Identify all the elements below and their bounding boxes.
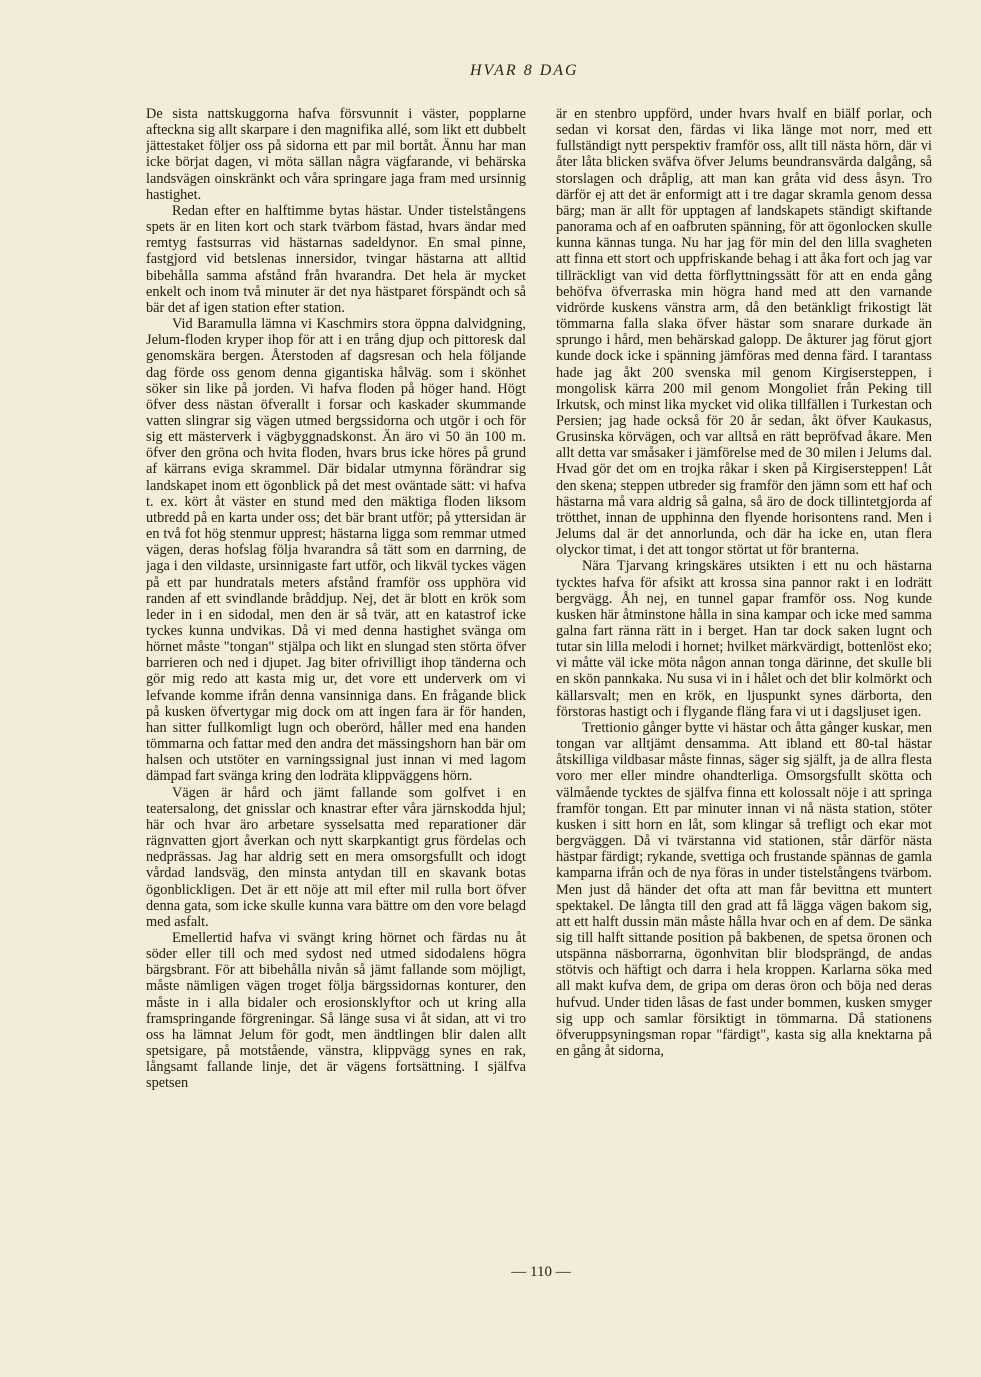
left-column <box>146 106 526 1251</box>
running-title: HVAR 8 DAG <box>470 62 579 79</box>
paragraph: Emellertid hafva vi svängt kring hörnet och färdas nu åt söder eller till och med sydost ned utmed sidodalens högra bärgsbrant. För att bibehålla nivån så jämt fallande som möjligt, måste nämligen vägen troget följa bärgssidornas konturer, den måste in i alla bidaler och erosionsklyftor och ut kring alla framspringande förgreningar. Så länge susa vi åt sidan, att vi tro oss ha lämnat Jelum för godt, men ändtlingen blir dalen allt spetsigare, på motstående, vänstra, klippvägg synes en rak, långsamt fallande linje, det är vägens fortsättning. I själfva spetsen <box>146 929 526 1092</box>
right-column <box>556 106 932 1251</box>
paragraph: Vägen är hård och jämt fallande som golfvet i en teatersalong, det gnisslar och knastrar efter våra järnskodda hjul; här och hvar äro arbetare sysselsatta med reparationer där rägnvatten gjort åverkan och nytt skarpkantigt grus fördelas och nedprässas. Jag har aldrig sett en mera omsorgsfullt och idogt vårdad landsväg, den minsta antydan till en skavank botas ögonblickligen. Det är ett nöje att mil efter mil rulla bort öfver denna gata, som icke skulle kunna vara bättre om den vore belagd med asfalt. <box>146 784 526 930</box>
paragraph: är en stenbro uppförd, under hvars hvalf en biälf porlar, och sedan vi korsat den, färdas vi lika länge mot norr, med ett fullständigt nytt perspektiv framför oss, allt till nästa hörn, där vi åter låta blicken sväfva öfver Jelums beundransvärda dalgång, så storslagen och dråplig, att man kan gråta vid dess åsyn. Tro därför ej att det är enformigt att i tre dagar skramla genom dessa bärg; man är allt för upptagen af landskapets ständigt skiftande panorama och af en oafbruten spänning, för att ögonlocken skulle kunna kännas tunga. Nu har jag för min del den lilla svagheten att finna ett stort och uppfriskande behag i att åka fort och jag var tillräckligt van vid detta förflyttningssätt för att en enda gång behöfva öfverraska min högra hand med att den varnande vidrörde kuskens vänstra arm, då den betänkligt frikostigt lät tömmarna falla slaka öfver hästar som snarare durkade än sprungo i hård, men behärskad galopp. De åkturer jag förut gjort kunde dock icke i spänning jämföras med denna färd. I tarantass hade jag åkt 200 svenska mil genom Kirgisersteppen, i mongolisk kärra 200 mil genom Mongoliet från Peking till Irkutsk, och minst lika mycket vid olika tillfällen i Turkestan och Persien; jag hade också för 20 år sedan, åkt öfver Kaukasus, Grusinska körvägen, och var alltså en rätt bepröfvad åkare. Men allt detta var småsaker i jämförelse med de 30 milen i Jelums dal. Hvad gör det om en trojka råkar i sken på Kirgisersteppen! Låt den skena; steppen utbreder sig framför den jämn som ett haf och hästarna må vara aldrig så galna, så äro de dock tillintetgjorda af trötthet, innan de upphinna den flyende horisontens rand. Men i Jelums dal är det annorlunda, och där ha icke en, utan flera olyckor timat, i det att tongor störtat ut för branterna. <box>556 106 932 559</box>
paragraph: De sista nattskuggorna hafva försvunnit i väster, popplarne afteckna sig allt skarpare i den magnifika allé, som likt ett dubbelt jättestaket följer oss på sidorna ett par mil bortåt. Ännu har man icke börjat dagen, vi möta sällan några vägfarande, vi behärska landsvägen oinskränkt och våra springare jaga fram med ursinnig hastighet. <box>146 106 526 203</box>
page-number: — 110 — <box>511 1264 571 1280</box>
paragraph: Vid Baramulla lämna vi Kaschmirs stora öppna dalvidgning, Jelum-floden kryper ihop för att i en trång djup och pittoresk dal genomskära bergen. Återstoden af dagsresan och hela följande dag förde oss genom denna gigantiska hålväg. som i skönhet söker sin like på jorden. Vi hafva floden på höger hand. Högt öfver dess nästan öfverallt i forsar och kaskader skummande vatten slingrar sig vägen utmed bergssidorna och utgör i och för sig ett mästerverk i vägbyggnadskonst. Än äro vi 50 än 100 m. öfver den gröna och hvita floden, hvars brus icke höres på grund af kärrans eviga skrammel. Där bidalar utmynna förändrar sig landskapet inom ett ögonblick på det mest oväntade sätt: vi hafva t. ex. kört åt väster en stund med den mäktiga floden liksom utbredd på en karta under oss; det bär brant utför; på yttersidan är en två fot hög stenmur upprest; hästarna ligga som remmar utmed vägen, deras hofslag följa hvarandra så tätt som en darrning, de jaga i den vildaste, ursinnigaste fart utför, och likväl tyckes vägen på ett par hundratals meters afstånd framför oss upphöra vid randen af ett svindlande bråddjup. Nej, det är blott en krök som leder in i en sidodal, men den är så tvär, att en katastrof icke tyckes kunna undvikas. Då vi med denna hastighet svänga om hörnet måste "tongan" stjälpa och likt en slungad sten störta öfver barrieren och ned i djupet. Jag biter ofrivilligt ihop tänderna och gör mig redo att kasta mig ur, det vore ett underverk om vi lefvande komme ifrån denna vansinniga dans. En frågande blick på kusken öfvertygar mig dock om att ingen fara är för handen, han sitter fullkomligt lugn och oberörd, håller med ena handen tömmarna och fattar med den andra det mässingshorn han bär om halsen och utstöter en varningssignal just innan vi med lagom dämpad fart svänga kring den lodräta klippväggens hörn. <box>146 316 526 785</box>
paragraph: Trettionio gånger bytte vi hästar och åtta gånger kuskar, men tongan var alltjämt densamma. Att ibland ett 80-tal hästar åtskilliga vildbasar måste finnas, säger sig själft, ja de allra flesta voro mer eller mindre ohandterliga. Omsorgsfullt skötta och välmående tycktes de själfva finna ett kolossalt nöje i att springa framför tongan. Ett par minuter innan vi nå nästa station, stöter kusken i sitt horn en låt, som klingar så trefligt och ekar mot bergväggen. Då vi tvärstanna vid stationen, står därför nästa hästpar färdigt; rykande, svettiga och frustande spännas de gamla kamparna ifrån och de nya föras in under tistelstångens tvärbom. Men just då händer det ofta att man får bevittna ett muntert spektakel. De långta till den grad att få lägga vägen bakom sig, att ett halft dussin män måste hålla hvar och en af dem. De sänka sig till halft sittande position på bakbenen, de spetsa öronen och utspänna näsborrarna, ögonhvitan blir blodsprängd, de andas stötvis och häftigt och darra i hela kroppen. Karlarna söka med all makt kufva dem, de gripa om deras öron och böja ned deras hufvud. Under tiden låsas de fast under bommen, kusken smyger sig upp och samlar försiktigt in tömmarna. Då stationens öfveruppsyningsman ropar "färdigt", kasta sig alla knektarna på en gång åt sidorna, <box>556 719 932 1060</box>
paragraph: Nära Tjarvang kringskäres utsikten i ett nu och hästarna tycktes hafva för afsikt att krossa sina pannor rakt i en lodrätt bergvägg. Åh nej, en tunnel gapar framför oss. Nog kunde kusken här åtminstone hålla in sina kampar och icke med samma galna fart ränna rätt in i berget. Han tar dock saken lugnt och tutar sin lilla melodi i hornet; hvilket märkvärdigt, bottenlöst eko; vi måtte väl icke möta någon annan tonga därinne, det skulle bli en skön pannkaka. Nu susa vi in i hålet och det blir kolmörkt och källarsvalt; men en krök, en ljuspunkt synes därborta, den förstoras hastigt och i flygande fläng fara vi ut i dagsljuset igen. <box>556 558 932 720</box>
paragraph: Redan efter en halftimme bytas hästar. Under tistelstångens spets är en liten kort och stark tvärbom fästad, hvars ändar med remtyg fastsurras vid hästarnas sadeldynor. En smal pinne, fastgjord vid betslenas innersidor, tvingar hästarna att alltid bibehålla samma afstånd från hvarandra. Det hela är mycket enkelt och inom två minuter är det nya hästparet förspändt och så bär det af igen station efter station. <box>146 202 526 316</box>
